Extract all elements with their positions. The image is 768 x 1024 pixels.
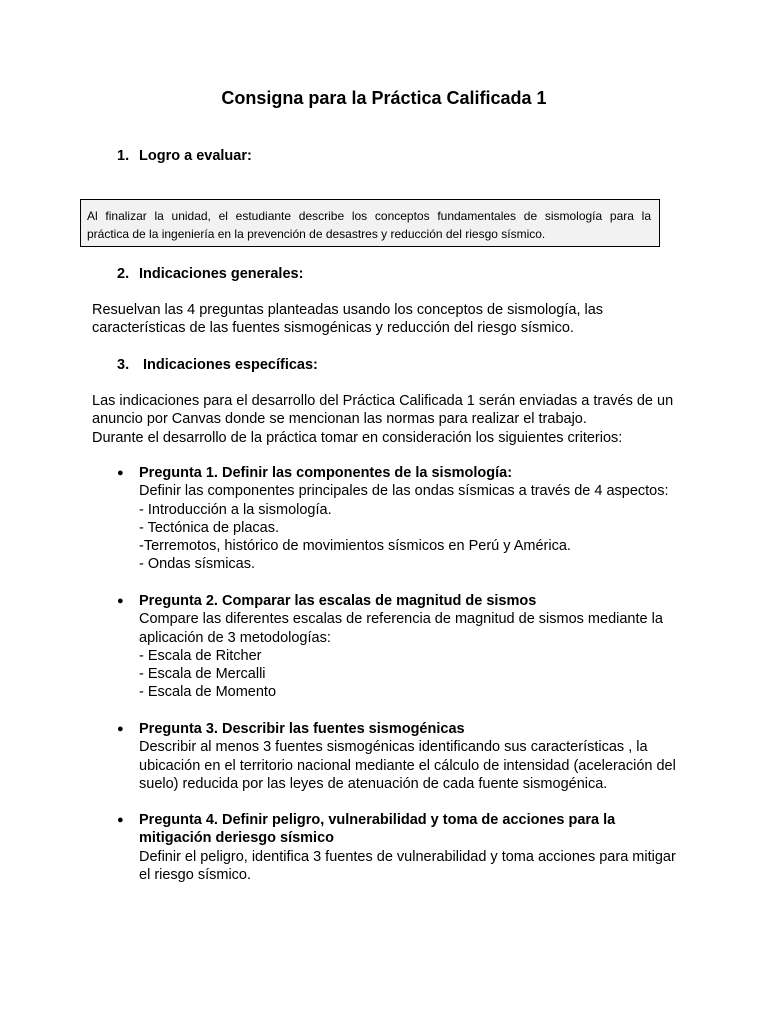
question-2-title: Pregunta 2. Comparar las escalas de magnitud de sismos — [139, 593, 537, 609]
question-3-line: Describir al menos 3 fuentes sismogénicas identificando sus características , la — [139, 739, 648, 756]
section-2-line: Resuelvan las 4 preguntas planteadas usando los conceptos de sismología, las — [92, 302, 604, 318]
section-3-line: Las indicaciones para el desarrollo del Práctica Calificada 1 serán enviadas a través de un — [92, 393, 674, 409]
bullet-icon: ● — [117, 467, 124, 479]
question-1-line: - Introducción a la sismología. — [139, 501, 332, 518]
question-4-title: mitigación deriesgo sísmico — [139, 830, 334, 847]
section-2-heading — [117, 265, 303, 283]
question-3-title: Pregunta 3. Describir las fuentes sismogénicas — [139, 721, 465, 737]
achievement-line-1: Al finalizar la unidad, el estudiante describe los conceptos fundamentales de sismología para la — [87, 209, 651, 223]
bullet-icon: ● — [117, 814, 124, 826]
question-1-line: - Tectónica de placas. — [139, 519, 279, 536]
section-1-title: Logro a evaluar: — [139, 148, 252, 164]
bullet-icon: ● — [117, 595, 124, 607]
section-2-line: características de las fuentes sismogénicas y reducción del riesgo sísmico. — [92, 320, 574, 337]
question-1-line: - Ondas sísmicas. — [139, 556, 256, 573]
section-3-line: anuncio por Canvas donde se mencionan las normas para realizar el trabajo. — [92, 411, 587, 428]
section-3-line: Durante el desarrollo de la práctica tomar en consideración los siguientes criterios: — [92, 429, 623, 446]
question-4-title: Pregunta 4. Definir peligro, vulnerabilidad y toma de acciones para la — [139, 812, 616, 828]
section-3-title: Indicaciones específicas: — [143, 357, 318, 373]
question-3-line: suelo) reducida por las leyes de atenuación de cada fuente sismogénica. — [139, 775, 608, 792]
bullet-icon: ● — [117, 723, 124, 735]
question-2-line: - Escala de Ritcher — [139, 647, 262, 664]
section-3-heading — [117, 356, 318, 374]
section-2-title: Indicaciones generales: — [139, 266, 304, 282]
section-1-number: 1. — [117, 148, 130, 164]
section-1-heading — [117, 147, 252, 165]
question-2-line: Compare las diferentes escalas de referencia de magnitud de sismos mediante la — [139, 611, 663, 628]
achievement-line-2: práctica de la ingeniería en la prevención de desastres y reducción del riesgo sísmico. — [87, 227, 546, 241]
question-1-line: Definir las componentes principales de las ondas sísmicas a través de 4 aspectos: — [139, 483, 669, 500]
question-4-line: Definir el peligro, identifica 3 fuentes de vulnerabilidad y toma acciones para mitigar — [139, 848, 676, 865]
section-3-paragraph — [92, 392, 682, 447]
question-2-line: aplicación de 3 metodologías: — [139, 629, 331, 646]
question-1-line: -Terremotos, histórico de movimientos sísmicos en Perú y América. — [139, 538, 571, 555]
section-2-number: 2. — [117, 266, 130, 282]
question-4-line: el riesgo sísmico. — [139, 866, 252, 883]
achievement-box — [80, 199, 660, 247]
question-1-title: Pregunta 1. Definir las componentes de la sismología: — [139, 465, 513, 481]
question-2-line: - Escala de Momento — [139, 684, 277, 701]
page-title: Consigna para la Práctica Calificada 1 — [221, 88, 547, 108]
question-3-line: ubicación en el territorio nacional mediante el cálculo de intensidad (aceleración del — [139, 757, 676, 774]
section-3-number: 3. — [117, 357, 130, 373]
question-2-line: - Escala de Mercalli — [139, 666, 266, 683]
section-2-paragraph — [92, 301, 682, 338]
